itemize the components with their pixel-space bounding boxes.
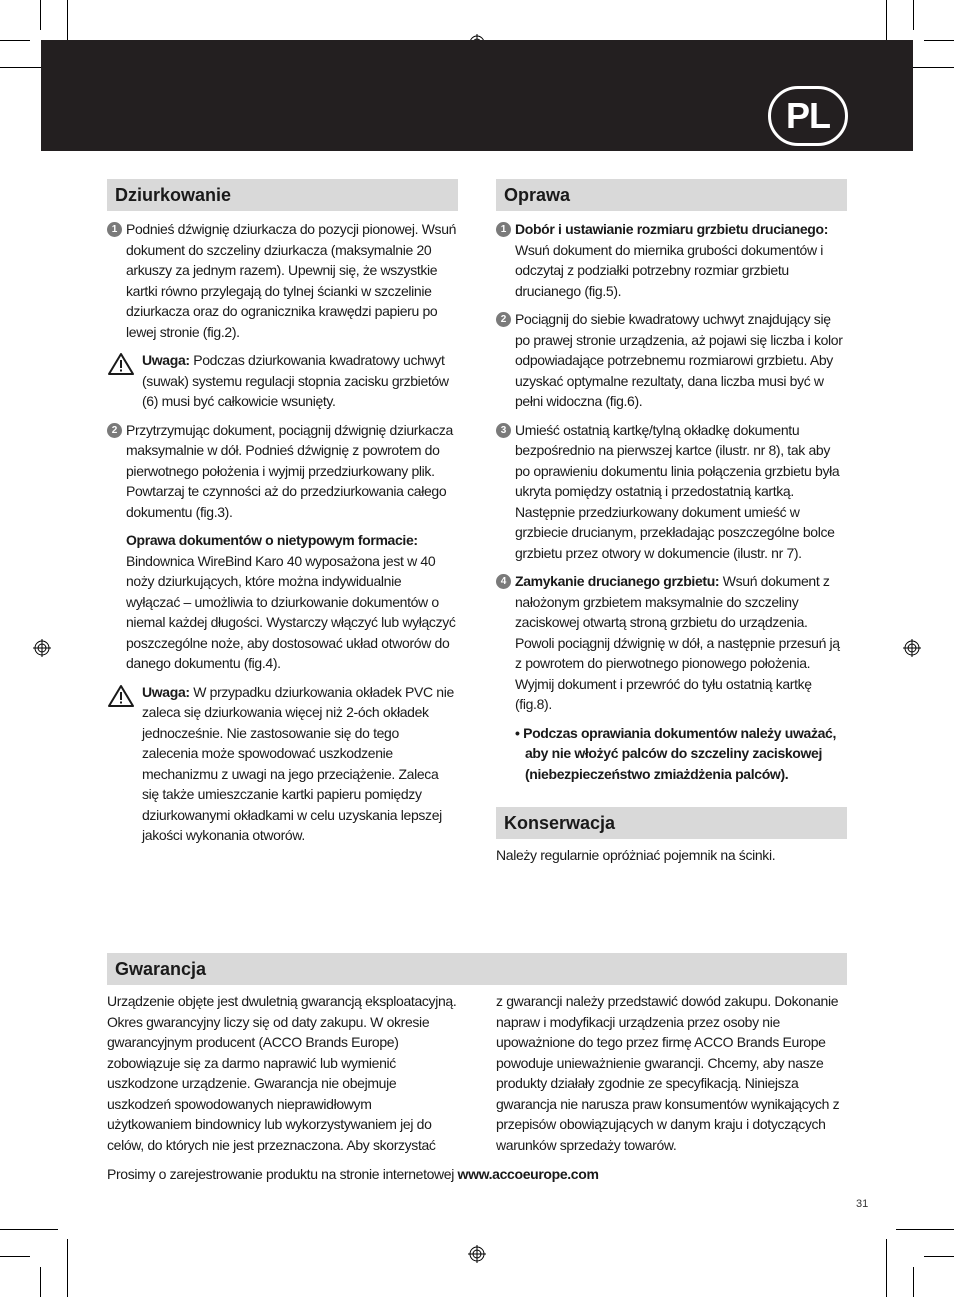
page-number: 31 — [856, 1198, 869, 1210]
step-number: 2 — [107, 423, 122, 438]
crop-mark — [924, 1256, 954, 1257]
step-4 — [496, 571, 848, 715]
gwarancja-column-2 — [496, 991, 848, 1155]
step-label: Dobór i ustawianie rozmiaru grzbietu drucianego: — [515, 221, 829, 237]
warning-label: Uwaga: — [142, 352, 190, 368]
warning-text: Podczas dziurkowania kwadratowy uchwyt (suwak) systemu regulacji stopnia zacisku grzbietów (6) musi być całkowicie wsunięty. — [142, 352, 449, 409]
warning-1 — [107, 350, 457, 412]
warning-2 — [107, 682, 457, 846]
step-label: Zamykanie drucianego grzbietu: — [515, 573, 720, 589]
section-title-dziurkowanie: Dziurkowanie — [107, 179, 458, 211]
step-3 — [496, 420, 848, 564]
step-text: Wsuń dokument z nałożonym grzbietem maksymalnie do szczeliny zaciskowej otwartą stroną grzbietu do urządzenia. Powoli pociągnij dźwignię w dół, a następnie przesuń ją z powrotem do pierwotnego pionowego położenia. Wyjmij dokument i przewróć do tyłu ostatnią kartkę (fig.8). — [515, 573, 840, 712]
warning-label: Uwaga: — [142, 683, 190, 700]
dziurkowanie-content — [107, 219, 457, 846]
step-2 — [107, 420, 457, 523]
registration-mark-icon — [33, 639, 51, 657]
crop-mark — [0, 1229, 58, 1230]
gwarancja-column-1 — [107, 991, 457, 1155]
crop-mark — [896, 1229, 954, 1230]
step-number: 4 — [496, 574, 511, 589]
language-badge: PL — [768, 86, 848, 146]
section-title-konserwacja: Konserwacja — [496, 807, 847, 839]
section-title-oprawa: Oprawa — [496, 179, 847, 211]
gwarancja-text-2: z gwarancji należy przedstawić dowód zakupu. Dokonanie napraw i modyfikacji urządzenia przez osoby nie upoważnione do tego przez firmę ACCO Brands Europe powoduje unieważnienie gwarancji. Chcemy, aby nasze produkty działały zgodnie ze specyfikacją. Niniejsza gwarancja nie narusza praw konsumentów wynikających z przepisów obowiązujących w danym kraju i dotyczących warunków sprzedaży towarów. — [496, 993, 840, 1153]
step-number: 1 — [107, 222, 122, 237]
konserwacja-text: Należy regularnie opróżniać pojemnik na ścinki. — [496, 847, 776, 863]
crop-mark — [0, 1256, 30, 1257]
crop-mark — [40, 0, 41, 30]
gwarancja-text-1: Urządzenie objęte jest dwuletnią gwarancją eksploatacyjną. Okres gwarancyjny liczy się od daty zakupu. W okresie gwarancyjnym producent (ACCO Brands Europe) zobowiązuje się za darmo naprawić lub wymienić uszkodzone urządzenie. Gwarancja nie obejmuje uszkodzeń spowodowanych nieprawidłowym użytkowaniem bindownicy lub wykorzystywaniem jej do celów, do których nie jest przeznaczona. Aby skorzystać — [107, 993, 457, 1153]
warning-icon — [107, 352, 135, 376]
crop-mark — [886, 1239, 887, 1297]
registration-note — [107, 1164, 847, 1185]
crop-mark — [913, 0, 914, 30]
step-2 — [496, 309, 848, 412]
step-text: Pociągnij do siebie kwadratowy uchwyt znajdujący się po prawej stronie urządzenia, aż pojawi się liczba i kolor odpowiadające potrzebnemu rozmiarowi grzbietu. Aby uzyskać optymalne rezultaty, dana liczba musi być w pełni widoczna (fig.6). — [515, 311, 843, 409]
step-number: 1 — [496, 222, 511, 237]
crop-mark — [913, 1267, 914, 1297]
step-1 — [496, 219, 848, 301]
crop-mark — [67, 1239, 68, 1297]
konserwacja-content — [496, 845, 848, 866]
custom-format-text: Bindownica WireBind Karo 40 wyposażona jest w 40 noży dziurkujących, które można indywidualnie wyłączać – umożliwia to dziurkowanie dokumentów o niemal każdej długości. Wystarczy włączyć lub wyłączyć poszczególne noże, aby dostosować układ otworów do danego dokumentu (fig.4). — [126, 552, 456, 671]
custom-format-title: Oprawa dokumentów o nietypowym formacie: — [126, 532, 418, 548]
registration-mark-icon — [468, 1245, 486, 1263]
warning-icon — [107, 684, 135, 708]
crop-mark — [924, 40, 954, 41]
crop-mark — [40, 1267, 41, 1297]
step-number: 2 — [496, 312, 511, 327]
crop-mark — [0, 40, 30, 41]
registration-text: Prosimy o zarejestrowanie produktu na stronie internetowej — [107, 1166, 458, 1182]
step-text: Umieść ostatnią kartkę/tylną okładkę dokumentu bezpośrednio na pierwszej kartce (ilustr. nr 8), tak aby po oprawieniu dokumentu linia połączenia grzbietu była ukryta pomiędzy ostatnią i przedostatnią kartką. Następnie przedziurkowany dokument umieść w grzbiecie drucianym, przekładając poszczególne bolce grzbietu przez otwory w dokumencie (ilustr. nr 7). — [515, 421, 840, 561]
step-text: Wsuń dokument do miernika grubości dokumentów i odczytaj z podziałki potrzebny rozmiar grzbietu drucianego (fig.5). — [515, 241, 824, 299]
safety-bullet: • Podczas oprawiania dokumentów należy uważać, aby nie włożyć palców do szczeliny zaciskowej (niebezpieczeństwo zmiażdżenia palców). — [515, 724, 837, 782]
step-text: Podnieś dźwignię dziurkacza do pozycji pionowej. Wsuń dokument do szczeliny dziurkacza (maksymalnie 20 arkuszy za jednym razem). Upewnij się, że wszystkie kartki równo przylegają do tylnej ścianki w szczelinie dziurkacza oraz do ogranicznika krawędzi papieru po lewej stronie (fig.2). — [126, 221, 457, 340]
custom-format-paragraph — [107, 530, 457, 674]
oprawa-content — [496, 219, 848, 784]
registration-link[interactable]: www.accoeurope.com — [457, 1166, 599, 1182]
step-number: 3 — [496, 423, 511, 438]
warning-text: W przypadku dziurkowania okładek PVC nie zaleca się dziurkowania więcej niż 2-óch okładek jednocześnie. Nie zastosowanie się do tego zalecenia może spowodować uszkodzenie mechanizmu z uwagi na jego przeciążenie. Zaleca się także umieszczanie kartki papieru pomiędzy dziurkowanymi okładkami w celu uzyskania lepszej jakości wykonania otworów. — [142, 683, 454, 843]
step-text: Przytrzymując dokument, pociągnij dźwignię dziurkacza maksymalnie w dół. Podnieś dźwignię z powrotem do pierwotnego położenia i wyjmij przedziurkowany plik. Powtarzaj te czynności aż do przedziurkowania całego dokumentu (fig.3). — [126, 421, 453, 520]
section-title-gwarancja: Gwarancja — [107, 953, 847, 985]
registration-mark-icon — [903, 639, 921, 657]
step-1 — [107, 219, 457, 342]
